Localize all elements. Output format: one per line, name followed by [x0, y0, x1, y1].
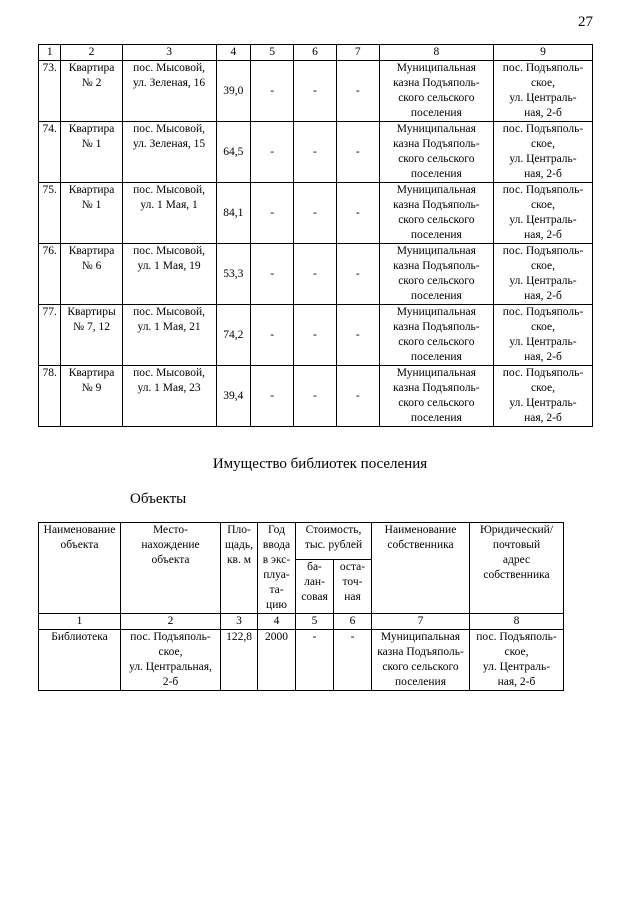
cell-col7: -	[336, 305, 379, 366]
cell-col5: -	[251, 305, 294, 366]
column-number: 9	[493, 45, 592, 61]
table-row	[39, 366, 593, 427]
column-number: 2	[61, 45, 122, 61]
column-number: 8	[470, 614, 564, 630]
object-address: пос. Мысовой, ул. 1 Мая, 23	[122, 366, 216, 427]
table-row	[39, 183, 593, 244]
header-row	[39, 523, 564, 560]
balance-cost: -	[296, 630, 334, 691]
header-residual-cost: оста- точ- ная	[334, 559, 372, 613]
object-name: Квартира № 6	[61, 244, 122, 305]
column-number: 7	[336, 45, 379, 61]
row-number: 73.	[39, 61, 61, 122]
object-name: Квартиры № 7, 12	[61, 305, 122, 366]
cell-col6: -	[294, 183, 337, 244]
column-number: 3	[122, 45, 216, 61]
header-owner: Наименование собственника	[372, 523, 470, 614]
table-row	[39, 244, 593, 305]
cell-col5: -	[251, 122, 294, 183]
column-number: 4	[216, 45, 251, 61]
object-address: пос. Мысовой, ул. 1 Мая, 1	[122, 183, 216, 244]
cell-col6: -	[294, 122, 337, 183]
owner-name: Муниципальная казна Подъяполь- ского сельского поселения	[379, 61, 493, 122]
column-number: 8	[379, 45, 493, 61]
owner-address: пос. Подъяполь- ское, ул. Централь- ная, 2-б	[493, 61, 592, 122]
object-area: 122,8	[221, 630, 258, 691]
column-number: 4	[258, 614, 296, 630]
owner-address: пос. Подъяполь- ское, ул. Централь- ная, 2-б	[493, 366, 592, 427]
header-year: Год ввода в экс- плуа- та- цию	[258, 523, 296, 614]
header-object-name: Наименование объекта	[39, 523, 121, 614]
cell-col7: -	[336, 183, 379, 244]
object-name: Квартира № 1	[61, 122, 122, 183]
owner-address: пос. Подъяполь- ское, ул. Централь- ная, 2-б	[493, 305, 592, 366]
library-objects-table	[38, 522, 564, 691]
owner-name: Муниципальная казна Подъяполь- ского сельского поселения	[372, 630, 470, 691]
object-address: пос. Мысовой, ул. 1 Мая, 19	[122, 244, 216, 305]
cell-col7: -	[336, 366, 379, 427]
owner-address: пос. Подъяполь- ское, ул. Централь- ная, 2-б	[493, 244, 592, 305]
cell-col6: -	[294, 305, 337, 366]
object-area: 39,0	[216, 61, 251, 122]
column-number: 5	[296, 614, 334, 630]
table-row	[39, 122, 593, 183]
object-name: Библиотека	[39, 630, 121, 691]
column-number: 1	[39, 614, 121, 630]
object-area: 39,4	[216, 366, 251, 427]
cell-col7: -	[336, 61, 379, 122]
object-name: Квартира № 1	[61, 183, 122, 244]
header-cost: Стоимость, тыс. рублей	[296, 523, 372, 560]
owner-name: Муниципальная казна Подъяполь- ского сельского поселения	[379, 305, 493, 366]
row-number: 76.	[39, 244, 61, 305]
column-number: 5	[251, 45, 294, 61]
row-number: 77.	[39, 305, 61, 366]
cell-col5: -	[251, 61, 294, 122]
owner-address: пос. Подъяполь- ское, ул. Централь- ная, 2-б	[493, 183, 592, 244]
column-number: 6	[334, 614, 372, 630]
owner-name: Муниципальная казна Подъяполь- ского сельского поселения	[379, 183, 493, 244]
column-number: 2	[121, 614, 221, 630]
object-area: 53,3	[216, 244, 251, 305]
table-row	[39, 630, 564, 691]
object-address: пос. Мысовой, ул. Зеленая, 16	[122, 61, 216, 122]
object-name: Квартира № 2	[61, 61, 122, 122]
table-row	[39, 61, 593, 122]
owner-name: Муниципальная казна Подъяполь- ского сельского поселения	[379, 244, 493, 305]
column-number: 3	[221, 614, 258, 630]
column-number-row	[39, 45, 593, 61]
cell-col7: -	[336, 122, 379, 183]
owner-address: пос. Подъяполь- ское, ул. Централь- ная, 2-б	[493, 122, 592, 183]
row-number: 75.	[39, 183, 61, 244]
property-table-continued	[38, 44, 593, 427]
owner-name: Муниципальная казна Подъяполь- ского сельского поселения	[379, 366, 493, 427]
object-location: пос. Подъяполь- ское, ул. Центральная, 2-б	[121, 630, 221, 691]
row-number: 78.	[39, 366, 61, 427]
object-name: Квартира № 9	[61, 366, 122, 427]
object-area: 84,1	[216, 183, 251, 244]
object-area: 74,2	[216, 305, 251, 366]
cell-col6: -	[294, 61, 337, 122]
cell-col5: -	[251, 183, 294, 244]
header-owner-address: Юридический/ почтовый адрес собственника	[470, 523, 564, 614]
cell-col7: -	[336, 244, 379, 305]
column-number-row	[39, 614, 564, 630]
section-title: Имущество библиотек поселения	[212, 456, 428, 472]
column-number: 7	[372, 614, 470, 630]
header-balance-cost: ба- лан- совая	[296, 559, 334, 613]
header-location: Место- нахождение объекта	[121, 523, 221, 614]
page-number: 27	[578, 14, 593, 30]
table-row	[39, 305, 593, 366]
object-address: пос. Мысовой, ул. 1 Мая, 21	[122, 305, 216, 366]
residual-cost: -	[334, 630, 372, 691]
owner-address: пос. Подъяполь- ское, ул. Централь- ная, 2-б	[470, 630, 564, 691]
cell-col5: -	[251, 366, 294, 427]
column-number: 1	[39, 45, 61, 61]
object-address: пос. Мысовой, ул. Зеленая, 15	[122, 122, 216, 183]
object-area: 64,5	[216, 122, 251, 183]
column-number: 6	[294, 45, 337, 61]
cell-col6: -	[294, 366, 337, 427]
cell-col5: -	[251, 244, 294, 305]
sub-title: Объекты	[130, 491, 187, 507]
owner-name: Муниципальная казна Подъяполь- ского сельского поселения	[379, 122, 493, 183]
cell-col6: -	[294, 244, 337, 305]
header-area: Пло- щадь, кв. м	[221, 523, 258, 614]
row-number: 74.	[39, 122, 61, 183]
object-year: 2000	[258, 630, 296, 691]
